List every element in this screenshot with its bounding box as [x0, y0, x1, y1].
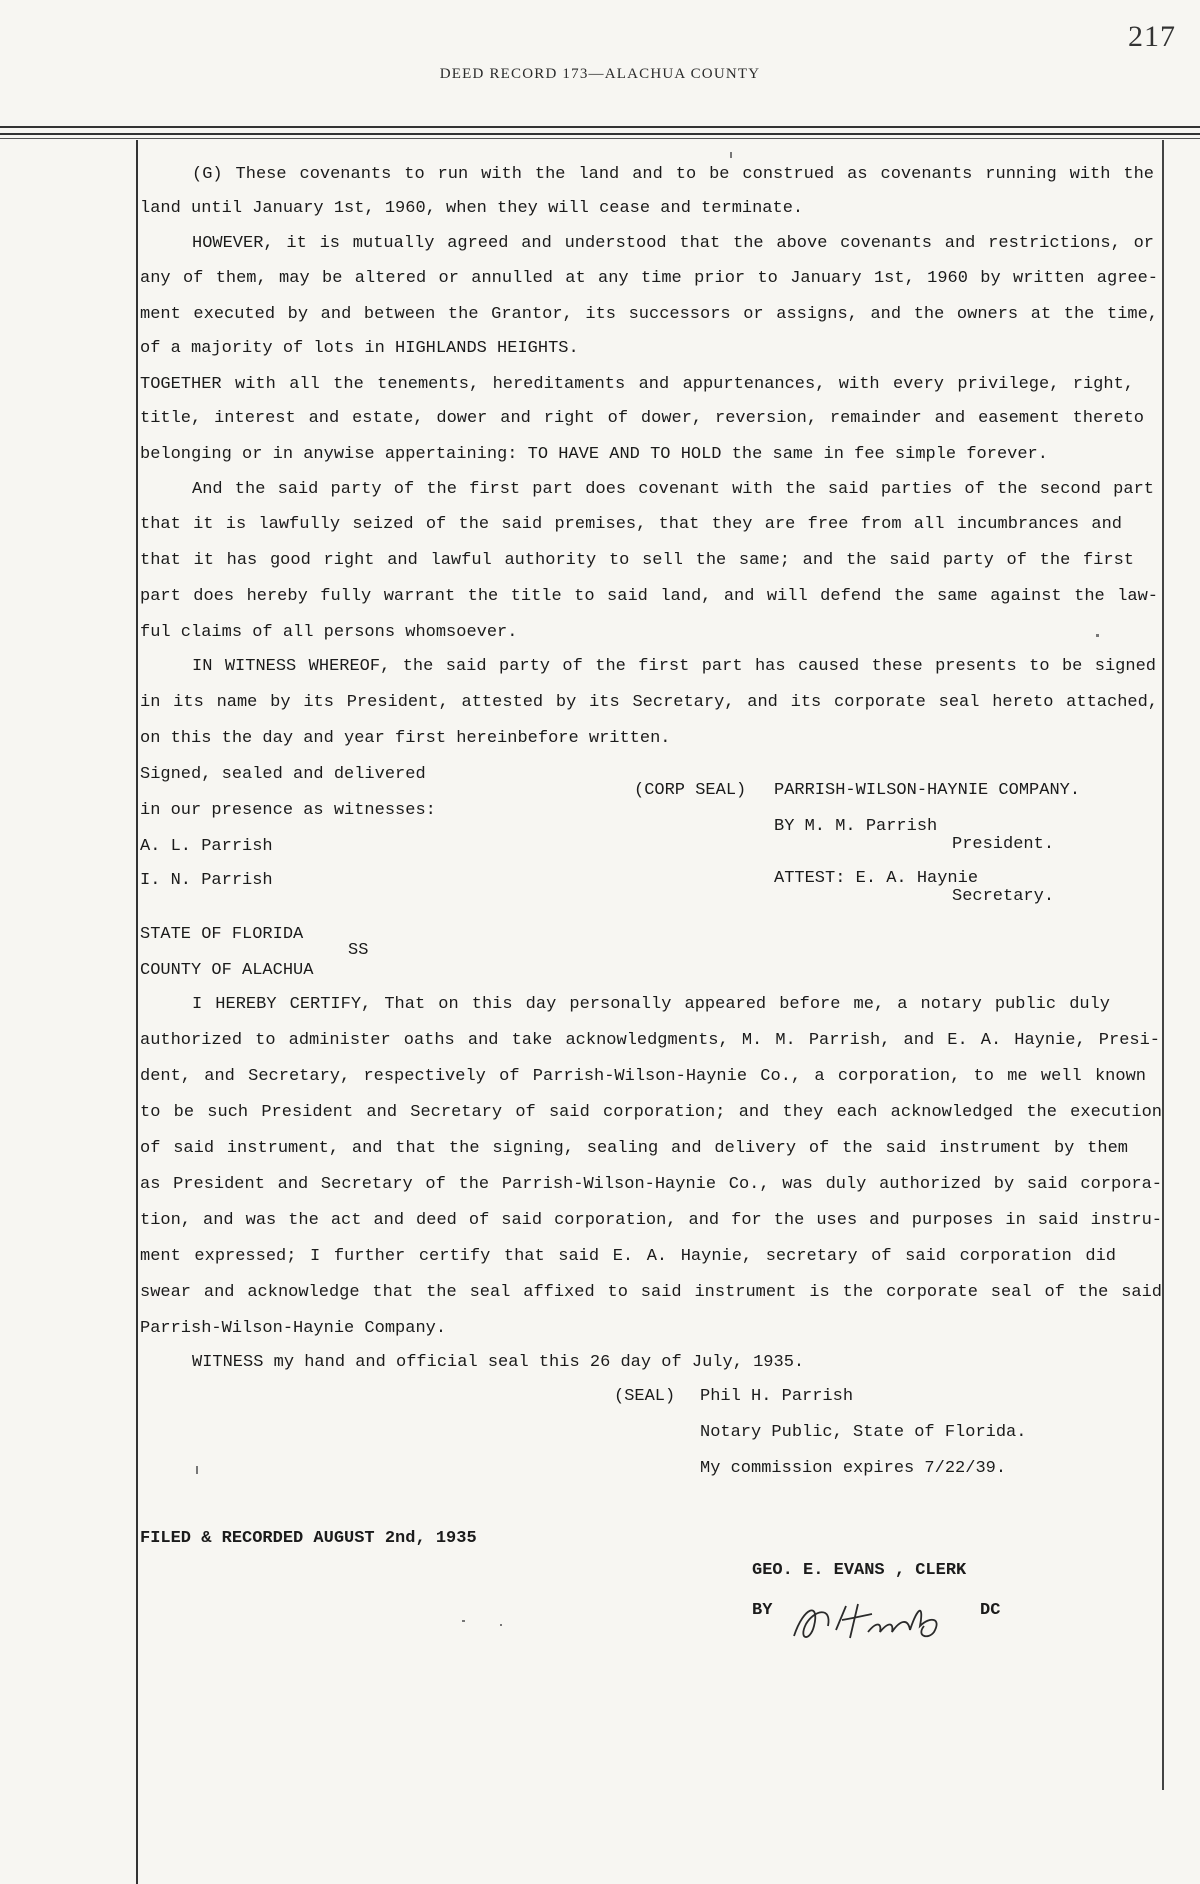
left-margin-rule	[136, 140, 138, 1884]
notary-commission: My commission expires 7/22/39.	[700, 1459, 1007, 1478]
body-line: TOGETHER with all the tenements, hereditaments and appurtenances, with every privilege, right,	[140, 375, 1134, 394]
body-line: And the said party of the first part does covenant with the said parties of the second part	[192, 480, 1154, 499]
body-line: of a majority of lots in HIGHLANDS HEIGHTS.	[140, 339, 579, 358]
notary-title: Notary Public, State of Florida.	[700, 1423, 1027, 1442]
acknowledgment-line: tion, and was the act and deed of said corporation, and for the uses and purposes in said instru-	[140, 1211, 1162, 1230]
president-title: President.	[952, 835, 1055, 854]
scan-speck	[196, 1466, 198, 1474]
acknowledgment-line: dent, and Secretary, respectively of Parrish-Wilson-Haynie Co., a corporation, to me well known	[140, 1067, 1146, 1086]
body-line: ment executed by and between the Grantor, its successors or assigns, and the owners at the time,	[140, 305, 1158, 324]
acknowledgment-line: Parrish-Wilson-Haynie Company.	[140, 1319, 447, 1338]
venue-ss: SS	[348, 941, 369, 960]
filed-recorded-stamp: FILED & RECORDED AUGUST 2nd, 1935	[140, 1529, 477, 1548]
witness-intro: Signed, sealed and delivered	[140, 765, 426, 784]
acknowledgment-line: of said instrument, and that the signing, sealing and delivery of the said instrument by them	[140, 1139, 1128, 1158]
witness-name: I. N. Parrish	[140, 871, 273, 890]
clerk-line: GEO. E. EVANS , CLERK	[752, 1561, 967, 1580]
body-line: ful claims of all persons whomsoever.	[140, 623, 518, 642]
notary-name: Phil H. Parrish	[700, 1387, 854, 1406]
body-line: that it has good right and lawful authority to sell the same; and the said party of the first	[140, 551, 1134, 570]
scan-speck	[462, 1620, 465, 1622]
header-rule-top	[0, 126, 1200, 128]
acknowledgment-line: ment expressed; I further certify that said E. A. Haynie, secretary of said corporation did	[140, 1247, 1116, 1266]
scan-speck	[730, 152, 732, 158]
acknowledgment-line: I HEREBY CERTIFY, That on this day personally appeared before me, a notary public duly	[192, 995, 1110, 1014]
acknowledgment-line: authorized to administer oaths and take acknowledgments, M. M. Parrish, and E. A. Haynie, Presi-	[140, 1031, 1160, 1050]
body-line: belonging or in anywise appertaining: TO HAVE AND TO HOLD the same in fee simple forever.	[140, 445, 1048, 464]
company-name: PARRISH-WILSON-HAYNIE COMPANY.	[774, 781, 1081, 800]
body-line: in its name by its President, attested by its Secretary, and its corporate seal hereto attached,	[140, 693, 1158, 712]
witness-intro: in our presence as witnesses:	[140, 801, 436, 820]
page-number: 217	[1128, 20, 1176, 53]
deputy-clerk-signature	[784, 1596, 954, 1648]
body-line: IN WITNESS WHEREOF, the said party of the first part has caused these presents to be signed	[192, 657, 1156, 676]
right-margin-rule	[1162, 140, 1164, 1790]
body-line: HOWEVER, it is mutually agreed and understood that the above covenants and restrictions, or	[192, 234, 1154, 253]
header-rule-middle	[0, 133, 1200, 135]
body-line: (G) These covenants to run with the land and to be construed as covenants running with the	[192, 165, 1154, 184]
running-head: DEED RECORD 173—ALACHUA COUNTY	[439, 66, 761, 82]
header-rule-bottom	[0, 138, 1200, 139]
notary-witness-line: WITNESS my hand and official seal this 26 day of July, 1935.	[192, 1353, 805, 1372]
body-line: that it is lawfully seized of the said premises, that they are free from all incumbrances and	[140, 515, 1122, 534]
acknowledgment-line: to be such President and Secretary of said corporation; and they each acknowledged the execution	[140, 1103, 1162, 1122]
deputy-clerk-label: DC	[980, 1601, 1001, 1620]
body-line: on this the day and year first hereinbefore written.	[140, 729, 671, 748]
president-signature: BY M. M. Parrish	[774, 817, 938, 836]
venue-county: COUNTY OF ALACHUA	[140, 961, 314, 980]
venue-state: STATE OF FLORIDA	[140, 925, 304, 944]
body-line: land until January 1st, 1960, when they will cease and terminate.	[140, 199, 804, 218]
secretary-signature: ATTEST: E. A. Haynie	[774, 869, 979, 888]
deputy-by-label: BY	[752, 1601, 773, 1620]
scan-speck	[500, 1624, 502, 1626]
body-line: part does hereby fully warrant the title to said land, and will defend the same against the law-	[140, 587, 1158, 606]
witness-name: A. L. Parrish	[140, 837, 273, 856]
corp-seal-label: (CORP SEAL)	[634, 781, 747, 800]
acknowledgment-line: swear and acknowledge that the seal affixed to said instrument is the corporate seal of the said	[140, 1283, 1162, 1302]
notary-seal-label: (SEAL)	[614, 1387, 676, 1406]
body-line: title, interest and estate, dower and right of dower, reversion, remainder and easement thereto	[140, 409, 1144, 428]
acknowledgment-line: as President and Secretary of the Parrish-Wilson-Haynie Co., was duly authorized by said corpora-	[140, 1175, 1162, 1194]
secretary-title: Secretary.	[952, 887, 1055, 906]
scan-speck	[1096, 634, 1099, 637]
body-line: any of them, may be altered or annulled at any time prior to January 1st, 1960 by written agree-	[140, 269, 1158, 288]
